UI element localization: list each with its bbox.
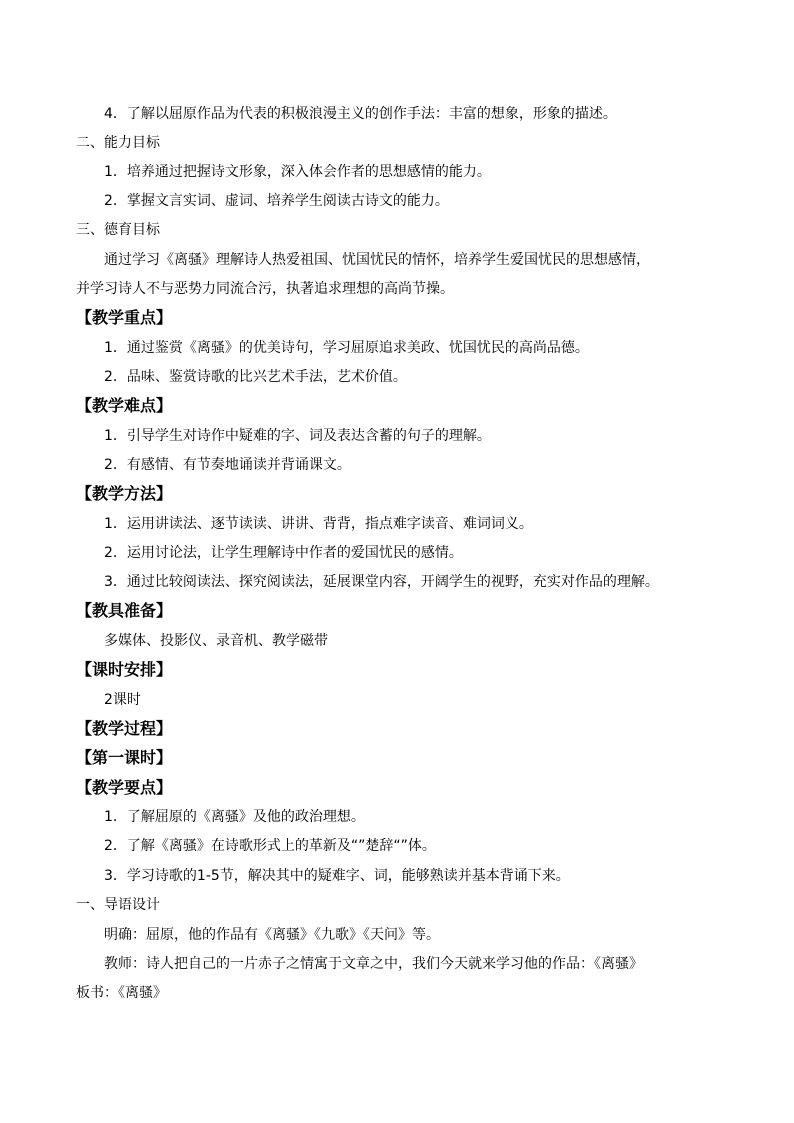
intro-teacher: 教师：诗人把自己的一片赤子之情寓于文章之中，我们今天就来学习他的作品：《离骚》 [104, 956, 643, 972]
heading-teaching-methods: 【教学方法】 [76, 484, 173, 503]
objective-4: 4．了解以屈原作品为代表的积极浪漫主义的创作手法：丰富的想象，形象的描述。 [104, 106, 617, 122]
intro-clarify: 明确：屈原，他的作品有《离骚》《九歌》《天问》等。 [104, 927, 440, 943]
focus-item-2: 2．品味、鉴赏诗歌的比兴艺术手法，艺术价值。 [104, 369, 407, 385]
heading-teaching-points: 【教学要点】 [76, 778, 173, 797]
teaching-aids-text: 多媒体、投影仪、录音机、教学磁带 [104, 633, 328, 649]
intro-blackboard: 板书：《离骚》 [76, 985, 167, 1001]
heading-teaching-difficulty: 【教学难点】 [76, 396, 173, 415]
section-moral-goals: 三、德育目标 [76, 222, 160, 238]
teaching-point-1: 1．了解屈原的《离骚》及他的政治理想。 [104, 809, 365, 825]
heading-teaching-aids: 【教具准备】 [76, 601, 173, 620]
difficulty-item-2: 2．有感情、有节奏地诵读并背诵课文。 [104, 457, 351, 473]
section-intro-design: 一、导语设计 [76, 897, 160, 913]
difficulty-item-1: 1．引导学生对诗作中疑难的字、词及表达含蓄的句子的理解。 [104, 428, 491, 444]
method-item-3: 3．通过比较阅读法、探究阅读法，延展课堂内容，开阔学生的视野，充实对作品的理解。 [104, 574, 659, 590]
moral-goal-text-1: 通过学习《离骚》理解诗人热爱祖国、忧国忧民的情怀，培养学生爱国忧民的思想感情， [104, 252, 650, 268]
class-schedule-text: 2课时 [104, 692, 141, 708]
ability-goal-1: 1．培养通过把握诗文形象，深入体会作者的思想感情的能力。 [104, 164, 491, 180]
heading-teaching-focus: 【教学重点】 [76, 308, 173, 327]
teaching-point-2: 2．了解《离骚》在诗歌形式上的革新及“”楚辞“”体。 [104, 838, 436, 854]
heading-class-schedule: 【课时安排】 [76, 660, 173, 679]
moral-goal-text-2: 并学习诗人不与恶势力同流合污，执著追求理想的高尚节操。 [76, 281, 454, 297]
focus-item-1: 1．通过鉴赏《离骚》的优美诗句，学习屈原追求美政、忧国忧民的高尚品德。 [104, 340, 589, 356]
teaching-point-3: 3．学习诗歌的1-5节，解决其中的疑难字、词，能够熟读并基本背诵下来。 [104, 868, 570, 884]
section-ability-goals: 二、能力目标 [76, 135, 160, 151]
ability-goal-2: 2．掌握文言实词、虚词、培养学生阅读古诗文的能力。 [104, 193, 449, 209]
heading-teaching-process: 【教学过程】 [76, 719, 173, 738]
method-item-2: 2．运用讨论法，让学生理解诗中作者的爱国忧民的感情。 [104, 545, 463, 561]
method-item-1: 1．运用讲读法、逐节读读、讲讲、背背，指点难字读音、难词词义。 [104, 516, 533, 532]
heading-first-lesson: 【第一课时】 [76, 748, 173, 767]
